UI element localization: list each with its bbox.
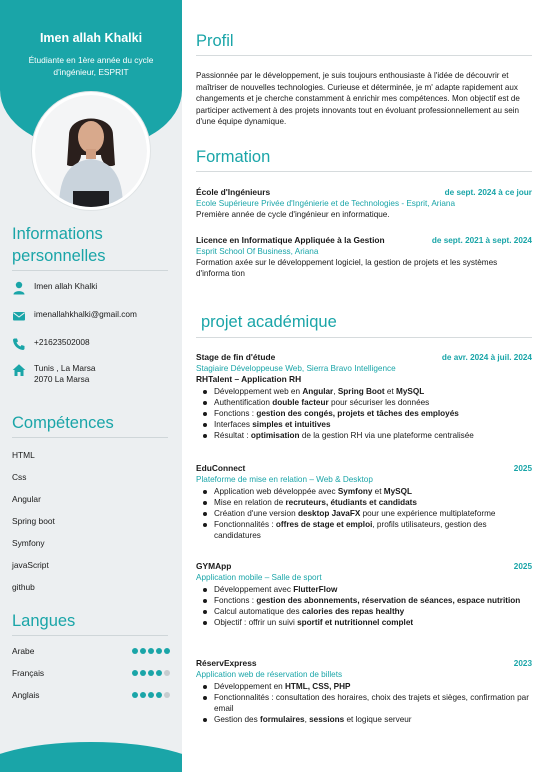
level-dot [164, 692, 170, 698]
project-date: 2025 [513, 562, 532, 571]
candidate-name: Imen allah Khalki [39, 31, 143, 45]
level-dot [132, 692, 138, 698]
project-title: EduConnect [196, 463, 246, 473]
formation-school: Ecole Supérieure Privée d'Ingénierie et de Technologies - Esprit, Ariana [196, 199, 456, 208]
language-name: Arabe [12, 646, 35, 656]
formation-date: de sept. 2021 à sept. 2024 [431, 236, 532, 245]
level-dot [164, 648, 170, 654]
profile-text: Passionnée par le développement, je suis toujours enthousiaste à l'idée de découvrir et maîtriser de nouvelles technologies. Curieuse et déterminée, je m' adapte rapidement aux changements et je cherche constamment à enrichir mes compétences. Mon objectif est de participer activement à des projets innovants tout en évoluant professionnellement au sein d'une équipe dynamique. [196, 71, 520, 127]
skill-item: Symfony [12, 538, 45, 548]
level-dot [132, 670, 138, 676]
level-dot [156, 670, 162, 676]
level-dot [148, 692, 154, 698]
languages-divider [12, 635, 168, 636]
bullet-item: Fonctionnalités : consultation des horaires, choix des trajets et sièges, confirmation par email [196, 692, 532, 714]
project-title: Stage de fin d'étude [196, 352, 276, 362]
formation-entry [196, 187, 532, 220]
bullet-item: Développement web en Angular, Spring Boot et MySQL [196, 386, 532, 397]
skill-item: Angular [12, 494, 41, 504]
portrait-illustration [35, 95, 147, 207]
project-subtitle: Application web de réservation de billets [196, 670, 343, 679]
language-level [132, 648, 170, 654]
project-title: GYMApp [196, 561, 232, 571]
main-content [196, 0, 532, 772]
project-title: RéservExpress [196, 658, 257, 668]
info-address [34, 363, 95, 385]
language-name: Français [12, 668, 45, 678]
bullet-item: Développement avec FlutterFlow [196, 584, 532, 595]
level-dot [148, 670, 154, 676]
sidebar [0, 0, 182, 772]
project-name: RHTalent – Application RH [196, 374, 302, 384]
bullet-item: Interfaces simples et intuitives [196, 419, 532, 430]
bullet-item: Application web développée avec Symfony et MySQL [196, 486, 532, 497]
info-phone-row [12, 337, 172, 351]
level-dot [156, 692, 162, 698]
project-subtitle: Application mobile – Salle de sport [196, 573, 322, 582]
home-icon [12, 363, 26, 377]
formation-title: Licence en Informatique Appliquée à la Gestion [196, 235, 385, 245]
project-subtitle: Stagiaire Développeuse Web, Sierra Bravo Intelligence [196, 364, 396, 373]
level-dot [140, 648, 146, 654]
skill-item: github [12, 582, 35, 592]
bullet-item: Fonctionnalités : offres de stage et emploi, profils utilisateurs, gestion des candidatures [196, 519, 532, 541]
project-bullets [196, 386, 532, 441]
bullet-item: Fonctions : gestion des abonnements, réservation de séances, espace nutrition [196, 595, 532, 606]
project-bullets [196, 681, 532, 725]
info-email-row [12, 309, 172, 323]
info-address-line1: Tunis , La Marsa [34, 363, 96, 373]
project-entry [196, 658, 532, 725]
user-icon [12, 281, 26, 295]
language-level [132, 670, 170, 676]
formation-desc: Formation axée sur le développement logiciel, la gestion de projets et les systèmes d'informa tion [196, 258, 498, 278]
language-level [132, 692, 170, 698]
info-name-row [12, 281, 172, 295]
bullet-item: Calcul automatique des calories des repas healthy [196, 606, 532, 617]
formation-desc: Première année de cycle d'ingénieur en informatique. [196, 210, 390, 219]
level-dot [140, 692, 146, 698]
skill-item: Css [12, 472, 27, 482]
language-row-arabe [12, 646, 170, 656]
skills-divider [12, 437, 168, 438]
project-subtitle: Plateforme de mise en relation – Web & Desktop [196, 475, 373, 484]
skill-item: HTML [12, 450, 35, 460]
project-date: 2023 [513, 659, 532, 668]
level-dot [156, 648, 162, 654]
skills-section-title: Compétences [12, 414, 114, 432]
bullet-item: Gestion des formulaires, sessions et logique serveur [196, 714, 532, 725]
project-entry [196, 352, 532, 441]
formation-title: École d'Ingénieurs [196, 187, 271, 197]
formation-entry [196, 235, 532, 279]
project-date: 2025 [513, 464, 532, 473]
formation-school: Esprit School Of Business, Ariana [196, 247, 319, 256]
info-address-line2: 2070 La Marsa [34, 374, 90, 384]
project-entry [196, 463, 532, 541]
mail-icon [12, 309, 26, 323]
bullet-item: Mise en relation de recruteurs, étudiants et candidats [196, 497, 532, 508]
project-bullets [196, 584, 532, 628]
language-row-anglais [12, 690, 170, 700]
project-date: de avr. 2024 à juil. 2024 [441, 353, 532, 362]
projects-section-title: projet académique [201, 313, 337, 331]
profile-divider [196, 55, 532, 56]
bullet-item: Résultat : optimisation de la gestion RH via une plateforme centralisée [196, 430, 532, 441]
profile-photo [32, 92, 150, 210]
language-name: Anglais [12, 690, 40, 700]
bullet-item: Objectif : offrir un suivi sportif et nutritionnel complet [196, 617, 532, 628]
bullet-item: Création d'une version desktop JavaFX pour une expérience multiplateforme [196, 508, 532, 519]
level-dot [164, 670, 170, 676]
bullet-item: Fonctions : gestion des congés, projets et tâches des employés [196, 408, 532, 419]
profile-section-title: Profil [196, 32, 234, 50]
languages-section-title: Langues [12, 612, 76, 630]
language-row-francais [12, 668, 170, 678]
info-address-row [12, 363, 172, 385]
project-bullets [196, 486, 532, 541]
bullet-item: Authentification double facteur pour sécuriser les données [196, 397, 532, 408]
projects-divider [196, 337, 532, 338]
info-name: Imen allah Khalki [34, 281, 98, 291]
skill-item: Spring boot [12, 516, 55, 526]
skill-item: javaScript [12, 560, 49, 570]
sidebar-footer-wave [0, 742, 182, 772]
formation-section-title: Formation [196, 148, 271, 166]
phone-icon [12, 337, 26, 351]
formation-date: de sept. 2024 à ce jour [444, 188, 532, 197]
level-dot [132, 648, 138, 654]
bullet-item: Développement en HTML, CSS, PHP [196, 681, 532, 692]
level-dot [140, 670, 146, 676]
formation-divider [196, 171, 532, 172]
candidate-subtitle: Étudiante en 1ère année du cycle d'ingénieur, ESPRIT [28, 55, 154, 77]
project-entry [196, 561, 532, 628]
info-phone[interactable]: +21623502008 [34, 337, 90, 347]
info-email[interactable]: imenallahkhalki@gmail.com [34, 309, 137, 319]
info-section-title: Informations personnelles [12, 225, 106, 265]
level-dot [148, 648, 154, 654]
info-divider [12, 270, 168, 271]
